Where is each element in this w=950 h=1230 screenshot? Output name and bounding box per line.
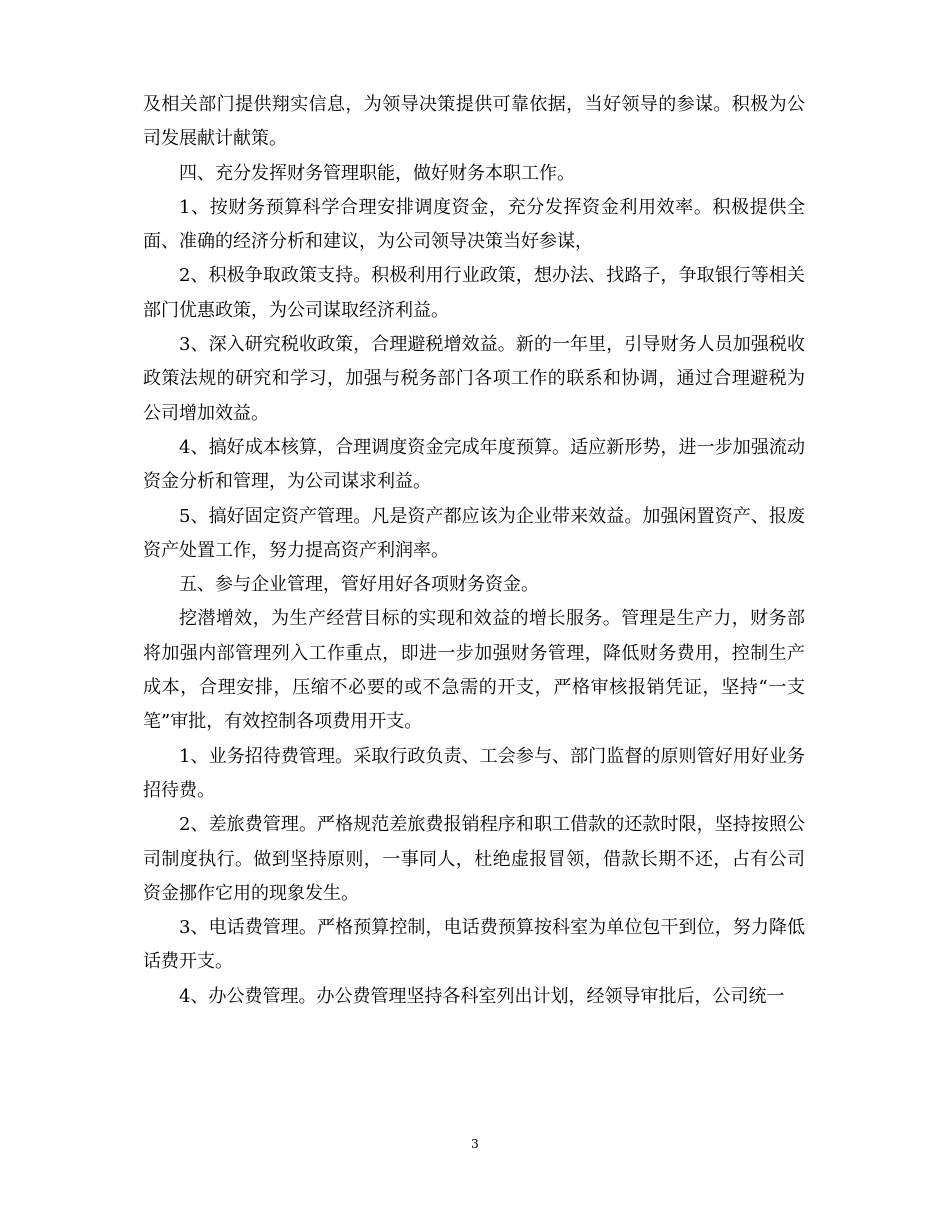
page-number: 3 [471,1137,479,1151]
document-body [143,88,805,1014]
paragraph-item: 2、差旅费管理。严格规范差旅费报销程序和职工借款的还款时限，坚持按照公司制度执行。做到坚持原则，一事同人，杜绝虚报冒领，借款长期不还，占有公司资金挪作它用的现象发生。 [143,814,805,904]
paragraph-item: 3、深入研究税收政策，合理避税增效益。新的一年里，引导财务人员加强税收政策法规的研究和学习，加强与税务部门各项工作的联系和协调，通过合理避税为公司增加效益。 [143,334,805,424]
paragraph-body: 挖潜增效，为生产经营目标的实现和效益的增长服务。管理是生产力，财务部将加强内部管理列入工作重点，即进一步加强财务管理，降低财务费用，控制生产成本，合理安排，压缩不必要的或不急需的开支，严格审核报销凭证，坚持“一支笔”审批，有效控制各项费用开支。 [143,608,805,733]
section-heading-five: 五、参与企业管理，管好用好各项财务资金。 [179,574,539,596]
paragraph-item: 5、搞好固定资产管理。凡是资产都应该为企业带来效益。加强闲置资产、报废资产处置工作，努力提高资产利润率。 [143,505,805,561]
paragraph-item: 4、搞好成本核算，合理调度资金完成年度预算。适应新形势，进一步加强流动资金分析和管理，为公司谋求利益。 [143,436,805,493]
paragraph-item: 1、按财务预算科学合理安排调度资金，充分发挥资金利用效率。积极提供全面、准确的经济分析和建议，为公司领导决策当好参谋， [143,196,805,253]
paragraph-item: 1、业务招待费管理。采取行政负责、工会参与、部门监督的原则管好用好业务招待费。 [143,745,805,801]
paragraph-item: 2、积极争取政策支持。积极利用行业政策，想办法、找路子，争取银行等相关部门优惠政策，为公司谋取经济利益。 [143,265,805,321]
paragraph-item: 4、办公费管理。办公费管理坚持各科室列出计划，经领导审批后，公司统一 [179,985,785,1007]
section-heading-four: 四、充分发挥财务管理职能，做好财务本职工作。 [179,162,575,184]
paragraph-continuation: 及相关部门提供翔实信息，为领导决策提供可靠依据，当好领导的参谋。积极为公司发展献计献策。 [143,94,805,150]
paragraph-item: 3、电话费管理。严格预算控制，电话费预算按科室为单位包干到位，努力降低话费开支。 [143,917,805,973]
